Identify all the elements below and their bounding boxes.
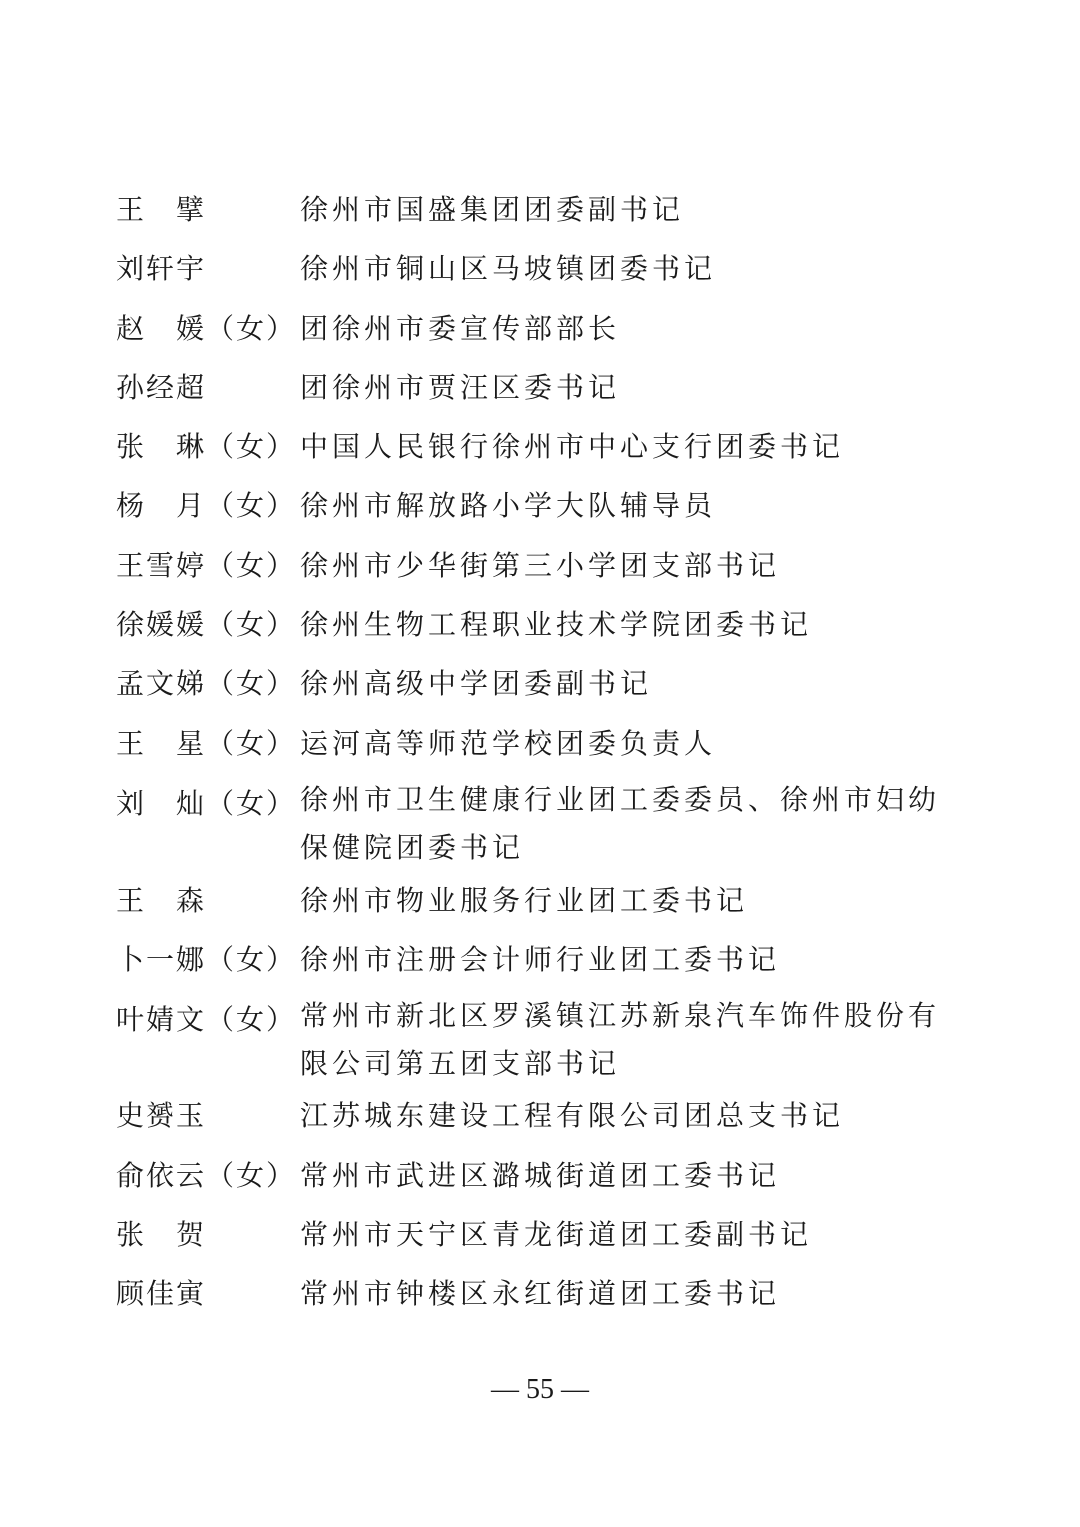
person-name: 张 贺 <box>116 1218 207 1251</box>
person-title: 江苏城东建设工程有限公司团总支书记 <box>300 1099 845 1132</box>
person-name: 卜一娜（女） <box>116 943 297 976</box>
person-name: 叶婧文（女） <box>116 1003 297 1036</box>
person-title: 徐州市解放路小学大队辅导员 <box>300 489 717 522</box>
person-title: 常州市新北区罗溪镇江苏新泉汽车饰件股份有限公司第五团支部书记 <box>300 999 941 1080</box>
person-title: 徐州市少华街第三小学团支部书记 <box>300 549 781 582</box>
person-name: 徐媛媛（女） <box>116 608 297 641</box>
person-name: 刘 灿（女） <box>116 787 297 820</box>
person-title: 团徐州市委宣传部部长 <box>300 312 621 345</box>
person-title: 常州市钟楼区永红街道团工委书记 <box>300 1277 781 1310</box>
person-name: 俞依云（女） <box>116 1159 297 1192</box>
person-name: 赵 媛（女） <box>116 312 297 345</box>
person-name: 王 森 <box>116 884 207 917</box>
person-name: 孟文娣（女） <box>116 667 297 700</box>
person-name: 杨 月（女） <box>116 489 297 522</box>
person-name: 孙经超 <box>116 371 207 404</box>
person-title: 团徐州市贾汪区委书记 <box>300 371 621 404</box>
person-title: 常州市天宁区青龙街道团工委副书记 <box>300 1218 813 1251</box>
person-name: 王 星（女） <box>116 727 297 760</box>
person-title: 运河高等师范学校团委负责人 <box>300 727 717 760</box>
person-name: 顾佳寅 <box>116 1277 207 1310</box>
person-title: 徐州市国盛集团团委副书记 <box>300 193 685 226</box>
person-title: 徐州市卫生健康行业团工委委员、徐州市妇幼保健院团委书记 <box>300 783 941 864</box>
person-title: 徐州高级中学团委副书记 <box>300 667 653 700</box>
person-title: 常州市武进区潞城街道团工委书记 <box>300 1159 781 1192</box>
person-name: 史赟玉 <box>116 1099 207 1132</box>
person-title: 徐州市注册会计师行业团工委书记 <box>300 943 781 976</box>
page-number: — 55 — <box>491 1374 589 1405</box>
person-name: 刘轩宇 <box>116 252 207 285</box>
person-name: 张 琳（女） <box>116 430 297 463</box>
person-title: 徐州市物业服务行业团工委书记 <box>300 884 749 917</box>
person-title: 徐州市铜山区马坡镇团委书记 <box>300 252 717 285</box>
person-name: 王雪婷（女） <box>116 549 297 582</box>
person-title: 徐州生物工程职业技术学院团委书记 <box>300 608 813 641</box>
person-title: 中国人民银行徐州市中心支行团委书记 <box>300 430 845 463</box>
person-name: 王 擘 <box>116 193 207 226</box>
